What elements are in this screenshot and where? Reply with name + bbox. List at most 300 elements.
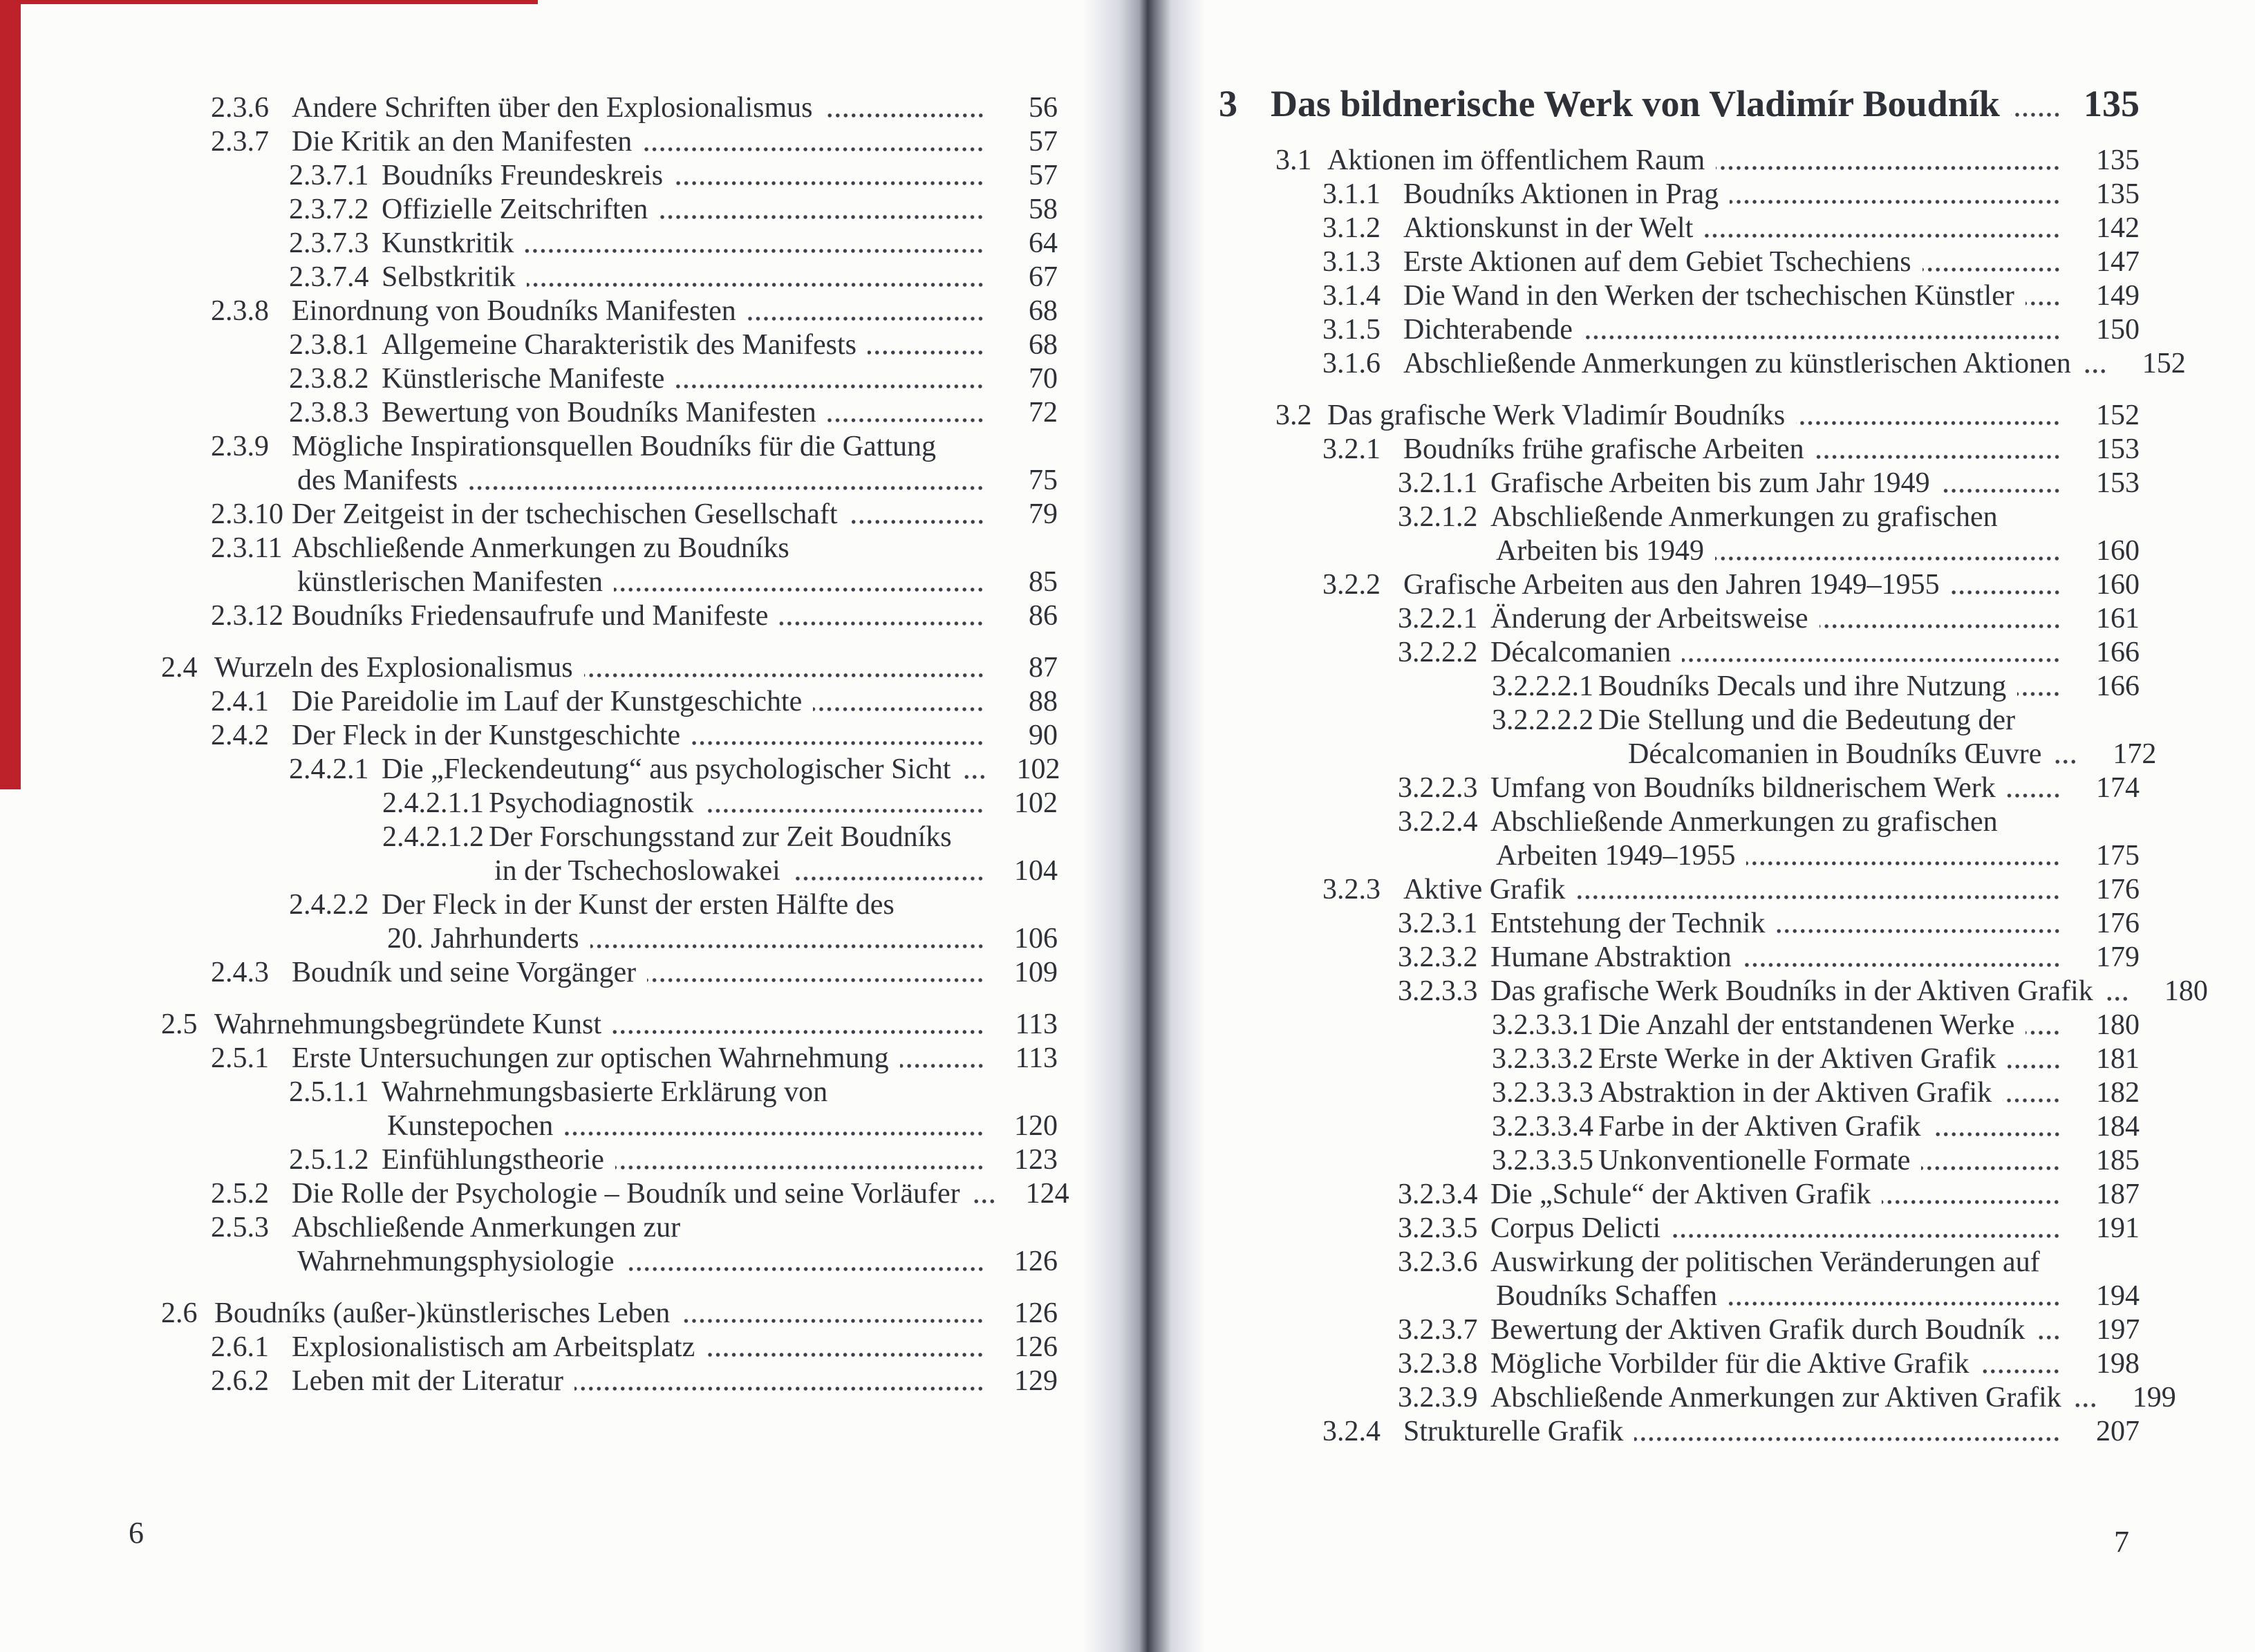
toc-entry: [0, 1076, 1058, 1109]
entry-number: 2.3.7.1: [289, 160, 369, 191]
toc-entry: [0, 261, 1058, 294]
entry-number: 3.1.5: [1322, 314, 1381, 346]
entry-number: 3: [1219, 83, 1237, 124]
entry-title: Das grafische Werk Vladimír Boudníks: [1327, 400, 1786, 431]
entry-title: Wurzeln des Explosionalismus: [214, 652, 573, 684]
entry-title: Mögliche Inspirationsquellen Boudníks für die Gattung: [292, 431, 937, 462]
entry-title: Dichterabende: [1403, 314, 1573, 346]
entry-title: Arbeiten 1949–1955: [1496, 840, 1736, 872]
toc-entry: [1213, 602, 2140, 636]
entry-title: Aktionskunst in der Welt: [1403, 212, 1694, 244]
entry-page-number: 109: [1014, 957, 1058, 988]
toc-entry: [1213, 1313, 2140, 1347]
entry-title: Abschließende Anmerkungen zu grafischen: [1490, 501, 1998, 533]
dot-leader: [691, 740, 984, 746]
entry-title: Explosionalistisch am Arbeitsplatz: [292, 1331, 695, 1363]
dot-leader: [1634, 1436, 2061, 1442]
entry-number: 3.2.3.5: [1398, 1212, 1478, 1244]
toc-entry: [0, 532, 1058, 565]
toc-entry: [1213, 178, 2140, 212]
toc-entry: [1213, 1415, 2140, 1449]
entry-number: 3.2.3.3: [1398, 975, 1478, 1007]
dot-leader: [1576, 894, 2061, 900]
dot-leader: [1743, 962, 2061, 968]
dot-leader: [824, 113, 985, 118]
entry-page-number: 126: [1014, 1331, 1058, 1363]
toc-entry: [1213, 805, 2140, 839]
toc-entry: [1213, 433, 2140, 467]
toc-entry: [0, 820, 1058, 854]
toc-entry: [0, 498, 1058, 532]
entry-page-number: 149: [2096, 280, 2140, 312]
entry-number: 2.5: [161, 1008, 198, 1040]
entry-number: 3.2.2.2.1: [1492, 670, 1593, 702]
entry-page-number: 179: [2096, 941, 2140, 973]
entry-number: 3.2.4: [1322, 1416, 1381, 1447]
entry-number: 2.4.1: [211, 686, 269, 717]
entry-number: 2.3.12: [211, 600, 283, 632]
entry-title: des Manifests: [297, 464, 458, 496]
entry-title: Boudníks Aktionen in Prag: [1403, 178, 1719, 210]
toc-entry: [0, 651, 1058, 685]
dot-leader: [1796, 420, 2061, 426]
entry-number: 3.2.2.2.2: [1492, 704, 1593, 736]
entry-title: künstlerischen Manifesten: [297, 566, 603, 598]
entry-page-number: 191: [2096, 1212, 2140, 1244]
dot-leader: [469, 485, 984, 491]
dot-leader: [674, 180, 984, 186]
toc-entry: [1213, 347, 2186, 381]
toc-entry: [0, 1008, 1058, 1042]
entry-number: 2.3.11: [211, 532, 283, 564]
entry-page-number: 106: [1014, 923, 1058, 955]
entry-page-number: 90: [1029, 720, 1058, 751]
entry-number: 3.1.6: [1322, 348, 1381, 379]
dot-leader: [1882, 1199, 2061, 1205]
entry-page-number: 161: [2096, 603, 2140, 635]
entry-title: Das bildnerische Werk von Vladimír Boudník: [1271, 83, 2000, 124]
dot-leader: [643, 147, 984, 152]
toc-entry: [1213, 568, 2140, 602]
dot-leader: [747, 316, 984, 321]
dot-leader: [779, 621, 984, 626]
entry-page-number: 88: [1029, 686, 1058, 717]
entry-number: 2.4: [161, 652, 198, 684]
dot-leader: [2025, 301, 2061, 306]
dot-leader: [681, 1318, 984, 1324]
dot-leader: [1715, 556, 2061, 561]
entry-page-number: 166: [2096, 637, 2140, 668]
entry-number: 3.2.3.8: [1398, 1348, 1478, 1380]
entry-title: Boudníks Friedensaufrufe und Manifeste: [292, 600, 769, 632]
entry-page-number: 113: [1015, 1042, 1058, 1074]
toc-entry: [0, 91, 1058, 125]
toc-entry: [1213, 1144, 2140, 1178]
entry-number: 2.4.3: [211, 957, 269, 988]
dot-leader: [813, 706, 984, 712]
entry-title: Künstlerische Manifeste: [382, 363, 665, 395]
entry-title: Boudník und seine Vorgänger: [292, 957, 637, 988]
entry-title: 20. Jahrhunderts: [387, 923, 579, 955]
dot-leader: [2072, 1402, 2097, 1408]
dot-leader: [584, 673, 984, 678]
entry-number: 2.6.1: [211, 1331, 269, 1363]
entry-page-number: 176: [2096, 874, 2140, 905]
entry-number: 3.2.3.1: [1398, 908, 1478, 939]
toc-entry: [0, 396, 1058, 430]
toc-entry: [0, 430, 1058, 464]
entry-page-number: 113: [1015, 1008, 1058, 1040]
toc-entry: [1213, 1212, 2140, 1246]
entry-number: 3.2.3.3.5: [1492, 1145, 1593, 1176]
dot-leader: [1672, 1233, 2061, 1239]
dot-leader: [615, 1165, 984, 1170]
toc-entry: [0, 227, 1058, 261]
toc-entry: [0, 294, 1058, 328]
entry-number: 3.2.2: [1322, 569, 1381, 601]
entry-title: Boudníks (außer-)künstlerisches Leben: [214, 1297, 671, 1329]
entry-number: 3.2.3.3.2: [1492, 1043, 1593, 1075]
entry-title: Die Wand in den Werken der tschechischen Künstler: [1403, 280, 2014, 312]
entry-page-number: 135: [2096, 178, 2140, 210]
toc-page-right: [1213, 0, 2255, 1652]
dot-leader: [590, 944, 984, 949]
entry-title: Leben mit der Literatur: [292, 1365, 563, 1397]
entry-number: 3.2.2.4: [1398, 806, 1478, 838]
entry-title: Der Fleck in der Kunstgeschichte: [292, 720, 681, 751]
dot-leader: [971, 1199, 996, 1204]
toc-entry: [1213, 1110, 2140, 1144]
toc-entry: [0, 599, 1058, 633]
entry-title: Die Anzahl der entstandenen Werke: [1598, 1009, 2015, 1041]
entry-title: Bewertung der Aktiven Grafik durch Boudník: [1490, 1314, 2025, 1346]
dot-leader: [614, 587, 984, 592]
toc-entry: [1213, 399, 2140, 433]
entry-title: Änderung der Arbeitsweise: [1490, 603, 1808, 635]
toc-entry: [1213, 1042, 2140, 1076]
dot-leader: [626, 1266, 984, 1272]
toc-entry: [0, 888, 1058, 922]
entry-title: Der Zeitgeist in der tschechischen Gesellschaft: [292, 498, 838, 530]
entry-title: Die Pareidolie im Lauf der Kunstgeschichte: [292, 686, 803, 717]
dot-leader: [2007, 793, 2061, 798]
entry-page-number: 57: [1029, 160, 1058, 191]
dot-leader: [900, 1063, 984, 1069]
entry-title: Selbstkritik: [382, 261, 516, 293]
entry-number: 2.6: [161, 1297, 198, 1329]
entry-number: 3.1: [1275, 144, 1312, 176]
toc-entry: [1213, 941, 2140, 975]
entry-page-number: 79: [1029, 498, 1058, 530]
entry-page-number: 187: [2096, 1179, 2140, 1210]
entry-title: Kunstepochen: [387, 1110, 554, 1142]
entry-number: 2.6.2: [211, 1365, 269, 1397]
entry-number: 2.5.1: [211, 1042, 269, 1074]
entry-page-number: 207: [2096, 1416, 2140, 1447]
dot-leader: [1932, 1132, 2061, 1137]
entry-page-number: 166: [2096, 670, 2140, 702]
page-number-right: 7: [2114, 1525, 2129, 1559]
toc-entry: [1213, 144, 2140, 178]
dot-leader: [1980, 1369, 2061, 1374]
entry-title: Das grafische Werk Boudníks in der Aktiven Grafik: [1490, 975, 2093, 1007]
entry-page-number: 142: [2096, 212, 2140, 244]
toc-entry: [1213, 1347, 2140, 1381]
entry-number: 2.3.7.3: [289, 227, 369, 259]
dot-leader: [1921, 1165, 2061, 1171]
toc-entry: [0, 787, 1058, 820]
entry-page-number: 102: [1016, 753, 1060, 785]
toc-entry: [1213, 500, 2140, 534]
entry-number: 3.2.3.3.3: [1492, 1077, 1593, 1109]
entry-number: 3.2.3.4: [1398, 1179, 1478, 1210]
entry-page-number: 194: [2096, 1280, 2140, 1312]
dot-leader: [2008, 1064, 2061, 1069]
toc-entry: [0, 956, 1058, 990]
entry-title: Grafische Arbeiten aus den Jahren 1949–1955: [1403, 569, 1940, 601]
entry-page-number: 87: [1029, 652, 1058, 684]
entry-number: 2.3.7.4: [289, 261, 369, 293]
entry-number: 3.2.3.9: [1398, 1382, 1478, 1414]
chapter-heading: [1213, 82, 2140, 126]
entry-title: Einordnung von Boudníks Manifesten: [292, 295, 736, 327]
entry-page-number: 70: [1029, 363, 1058, 395]
entry-number: 3.1.2: [1322, 212, 1381, 244]
toc-entry: [0, 464, 1058, 498]
dot-leader: [527, 282, 984, 288]
entry-number: 2.4.2.2: [289, 889, 369, 921]
dot-leader: [2036, 1335, 2061, 1340]
entry-title: Psychodiagnostik: [489, 787, 694, 819]
entry-number: 3.2.2.2: [1398, 637, 1478, 668]
entry-number: 3.2.3: [1322, 874, 1381, 905]
dot-leader: [1951, 590, 2061, 595]
entry-number: 3.2.3.6: [1398, 1246, 1478, 1278]
entry-title: Die „Schule“ der Aktiven Grafik: [1490, 1179, 1871, 1210]
dot-leader: [792, 876, 984, 881]
entry-page-number: 152: [2142, 348, 2186, 379]
toc-entry: [1213, 738, 2157, 771]
entry-title: Die Rolle der Psychologie – Boudník und seine Vorläufer: [292, 1178, 960, 1210]
entry-title: Humane Abstraktion: [1490, 941, 1732, 973]
entry-page-number: 180: [2164, 975, 2208, 1007]
toc-entry: [0, 159, 1058, 193]
toc-entry: [0, 1331, 1058, 1364]
entry-number: 2.4.2: [211, 720, 269, 751]
dot-leader: [849, 519, 984, 525]
entry-page-number: 68: [1029, 329, 1058, 361]
dot-leader: [1815, 454, 2061, 460]
dot-leader: [1716, 165, 2061, 171]
toc-entry: [1213, 1246, 2140, 1279]
entry-number: 3.2.3.2: [1398, 941, 1478, 973]
entry-number: 3.2.3.3.4: [1492, 1111, 1593, 1143]
entry-number: 2.5.1.2: [289, 1144, 369, 1176]
entry-title: Corpus Delicti: [1490, 1212, 1661, 1244]
entry-number: 2.3.10: [211, 498, 283, 530]
toc-entry: [1213, 279, 2140, 313]
entry-title: Erste Untersuchungen zur optischen Wahrnehmung: [292, 1042, 889, 1074]
dot-leader: [2011, 112, 2061, 118]
entry-number: 2.5.3: [211, 1212, 269, 1243]
entry-number: 3.2.2.1: [1398, 603, 1478, 635]
entry-title: in der Tschechoslowakei: [494, 855, 780, 887]
dot-leader: [612, 1029, 984, 1035]
entry-title: Abstraktion in der Aktiven Grafik: [1598, 1077, 1992, 1109]
toc-entry: [0, 719, 1058, 753]
dot-leader: [827, 417, 984, 423]
entry-number: 3.2.1.2: [1398, 501, 1478, 533]
toc-entry: [1213, 636, 2140, 670]
dot-leader: [2003, 1098, 2061, 1103]
toc-entry: [1213, 534, 2140, 568]
toc-entry: [1213, 873, 2140, 907]
entry-title: Boudníks Freundeskreis: [382, 160, 664, 191]
entry-title: Décalcomanien in Boudníks Œuvre: [1628, 738, 2042, 770]
toc-list-right: [1213, 144, 2208, 1449]
dot-leader: [1746, 861, 2061, 866]
toc-entry: [0, 1042, 1058, 1076]
entry-title: Kunstkritik: [382, 227, 514, 259]
entry-title: Der Fleck in der Kunst der ersten Hälfte des: [382, 889, 895, 921]
entry-page-number: 102: [1014, 787, 1058, 819]
toc-entry: [0, 328, 1058, 362]
toc-entry: [1213, 771, 2140, 805]
dot-leader: [868, 350, 984, 355]
entry-title: Erste Aktionen auf dem Gebiet Tschechiens: [1403, 246, 1911, 278]
toc-entry: [1213, 1279, 2140, 1313]
entry-number: 3.1.1: [1322, 178, 1381, 210]
toc-entry: [0, 685, 1058, 719]
entry-title: Die Stellung und die Bedeutung der: [1598, 704, 2016, 736]
entry-page-number: 126: [1014, 1297, 1058, 1329]
entry-title: Boudníks Schaffen: [1496, 1280, 1718, 1312]
entry-page-number: 174: [2096, 772, 2140, 804]
entry-number: 2.4.2.1.2: [382, 821, 484, 853]
entry-page-number: 147: [2096, 246, 2140, 278]
toc-entry: [1213, 1076, 2140, 1110]
toc-entry: [1213, 1008, 2140, 1042]
entry-page-number: 72: [1029, 397, 1058, 429]
toc-entry: [0, 193, 1058, 227]
entry-page-number: 56: [1029, 92, 1058, 124]
entry-number: 2.3.8.3: [289, 397, 369, 429]
toc-entry: [1213, 839, 2140, 873]
entry-number: 2.3.9: [211, 431, 269, 462]
entry-number: 2.5.1.1: [289, 1076, 369, 1108]
dot-leader: [1730, 199, 2061, 205]
dot-leader: [1682, 657, 2061, 663]
entry-title: Arbeiten bis 1949: [1496, 535, 1704, 567]
entry-page-number: 150: [2096, 314, 2140, 346]
entry-number: 3.2.1: [1322, 433, 1381, 465]
toc-entry: [0, 1143, 1058, 1177]
dot-leader: [564, 1131, 984, 1136]
entry-title: Entstehung der Technik: [1490, 908, 1766, 939]
toc-entry: [1213, 1178, 2140, 1212]
entry-title: Abschließende Anmerkungen zu Boudníks: [292, 532, 789, 564]
entry-page-number: 152: [2096, 400, 2140, 431]
dot-leader: [706, 1352, 984, 1358]
entry-title: Aktionen im öffentlichem Raum: [1327, 144, 1705, 176]
entry-page-number: 126: [1014, 1246, 1058, 1277]
entry-number: 3.2.1.1: [1398, 467, 1478, 499]
entry-page-number: 104: [1014, 855, 1058, 887]
entry-page-number: 57: [1029, 126, 1058, 158]
entry-page-number: 129: [1014, 1365, 1058, 1397]
entry-page-number: 181: [2096, 1043, 2140, 1075]
entry-title: Bewertung von Boudníks Manifesten: [382, 397, 816, 429]
entry-number: 2.4.2.1: [289, 753, 369, 785]
entry-title: Unkonventionelle Formate: [1598, 1145, 1911, 1176]
entry-title: Der Forschungsstand zur Zeit Boudníks: [489, 821, 952, 853]
dot-leader: [675, 384, 984, 389]
entry-title: Aktive Grafik: [1403, 874, 1566, 905]
entry-title: Grafische Arbeiten bis zum Jahr 1949: [1490, 467, 1930, 499]
entry-page-number: 182: [2096, 1077, 2140, 1109]
page-number-left: 6: [129, 1516, 144, 1550]
toc-entry: [1213, 313, 2140, 347]
entry-title: Die Kritik an den Manifesten: [292, 126, 633, 158]
toc-entry: [0, 565, 1058, 599]
entry-page-number: 153: [2096, 433, 2140, 465]
entry-title: Andere Schriften über den Explosionalismus: [292, 92, 813, 124]
entry-number: 3.2.2.3: [1398, 772, 1478, 804]
entry-title: Strukturelle Grafik: [1403, 1416, 1624, 1447]
toc-entry: [1213, 975, 2208, 1008]
entry-number: 2.3.8.1: [289, 329, 369, 361]
entry-page-number: 198: [2096, 1348, 2140, 1380]
entry-number: 2.5.2: [211, 1178, 269, 1210]
toc-entry: [0, 922, 1058, 956]
entry-page-number: 75: [1029, 464, 1058, 496]
entry-title: Wahrnehmungsbasierte Erklärung von: [382, 1076, 828, 1108]
entry-page-number: 160: [2096, 535, 2140, 567]
entry-title: Boudníks Decals und ihre Nutzung: [1598, 670, 2007, 702]
toc-entry: [0, 1109, 1058, 1143]
toc-list-left: [0, 91, 1069, 1398]
toc-entry: [1213, 212, 2140, 245]
entry-page-number: 160: [2096, 569, 2140, 601]
toc-entry: [0, 1177, 1069, 1211]
toc-entry: [0, 125, 1058, 159]
entry-page-number: 153: [2096, 467, 2140, 499]
toc-entry: [0, 753, 1058, 787]
dot-leader: [962, 774, 986, 780]
dot-leader: [2017, 691, 2061, 697]
entry-page-number: 176: [2096, 908, 2140, 939]
dot-leader: [2104, 996, 2129, 1002]
entry-number: 3.2: [1275, 400, 1312, 431]
toc-entry: [0, 362, 1058, 396]
dot-leader: [2082, 368, 2107, 374]
entry-title: Umfang von Boudníks bildnerischem Werk: [1490, 772, 1996, 804]
toc-entry: [1213, 245, 2140, 279]
entry-page-number: 199: [2132, 1382, 2176, 1414]
entry-page-number: 58: [1029, 194, 1058, 225]
dot-leader: [1584, 335, 2061, 340]
entry-page-number: 64: [1029, 227, 1058, 259]
entry-page-number: 86: [1029, 600, 1058, 632]
entry-title: Décalcomanien: [1490, 637, 1672, 668]
entry-title: Auswirkung der politischen Veränderungen auf: [1490, 1246, 2040, 1278]
entry-title: Offizielle Zeitschriften: [382, 194, 648, 225]
dot-leader: [1704, 233, 2061, 238]
entry-number: 3.2.3.3.1: [1492, 1009, 1593, 1041]
dot-leader: [525, 248, 984, 254]
entry-title: Abschließende Anmerkungen zur Aktiven Grafik: [1490, 1382, 2061, 1414]
toc-entry: [0, 854, 1058, 888]
